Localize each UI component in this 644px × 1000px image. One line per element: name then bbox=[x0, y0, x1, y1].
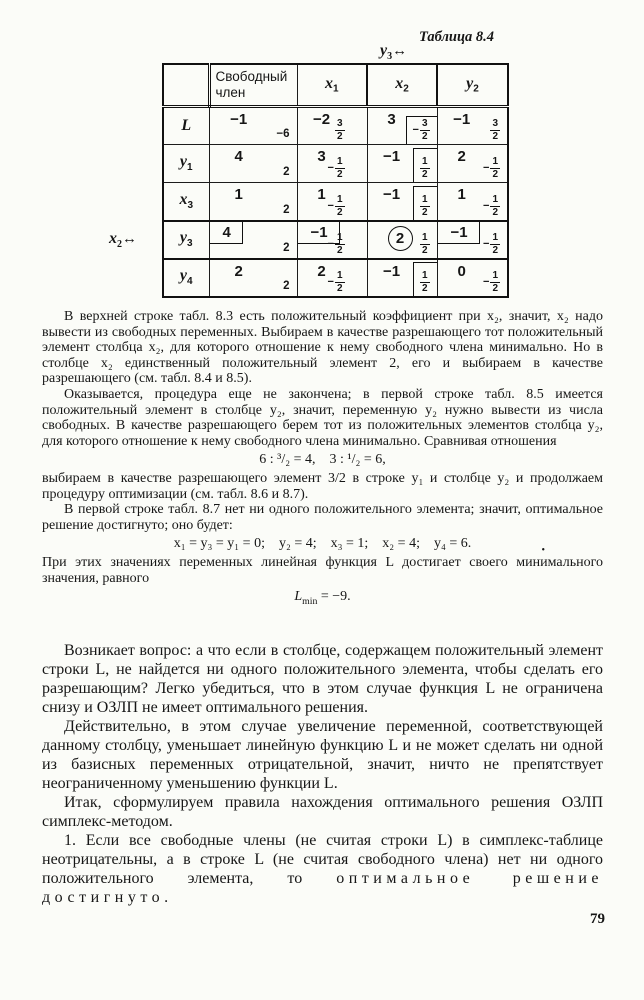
sub-value: − $\frac{1}{2}$ bbox=[483, 193, 498, 218]
variable-x2: $x_2$ bbox=[109, 230, 122, 250]
table-body bbox=[163, 107, 508, 297]
pivot-element-circle: 2 bbox=[388, 226, 413, 251]
sub-value: − $\frac{1}{2}$ bbox=[483, 269, 498, 294]
table-cell bbox=[367, 145, 437, 183]
main-value: 3 bbox=[317, 148, 326, 165]
main-value: 4 bbox=[234, 148, 243, 165]
table-cell bbox=[297, 183, 367, 221]
col-header: $y_2$ bbox=[437, 64, 508, 107]
table-cell bbox=[367, 107, 437, 145]
table-cell bbox=[437, 183, 508, 221]
table-cell bbox=[437, 145, 508, 183]
table-cell bbox=[437, 259, 508, 297]
sub-value: 2 bbox=[283, 279, 290, 292]
sub-value: 2 bbox=[283, 203, 290, 216]
sub-value: $\frac{3}{2}$ bbox=[336, 118, 343, 142]
sub-value: − $\frac{1}{2}$ bbox=[483, 156, 498, 180]
simplex-table bbox=[162, 63, 509, 298]
boxed-sub-value: $\frac{1}{2}$ bbox=[413, 148, 437, 182]
rule-text: 1. Если все свободные члены (не считая строки L) в симплекс-таблице неотрицательны, а в строке L (не считая свободного члена) нет ни одного положительного элемента, то bbox=[42, 832, 603, 887]
page-number: 79 bbox=[590, 911, 605, 927]
variable-y3: $y_3$ bbox=[380, 42, 393, 62]
main-value: −1 bbox=[230, 111, 248, 128]
col-header bbox=[163, 64, 209, 107]
boxed-main-value: 4 bbox=[210, 222, 243, 244]
sub-value: − $\frac{1}{2}$ bbox=[327, 193, 343, 218]
table-cell bbox=[209, 259, 297, 297]
double-arrow-icon: ↔ bbox=[392, 43, 407, 59]
table-row bbox=[163, 183, 508, 221]
main-value: −1 bbox=[453, 111, 471, 128]
boxed-main-value: −1 bbox=[438, 222, 480, 244]
sub-value: 2 bbox=[283, 241, 290, 254]
main-value: 1 bbox=[317, 186, 326, 203]
col-header: $x_1$ bbox=[297, 64, 367, 107]
col-header: Свободный член bbox=[209, 64, 297, 107]
formula-lmin-base: L bbox=[294, 589, 303, 605]
formula-solution-text: x₁ = y₃ = y₁ = 0; y₂ = 4; x₃ = 1; x₂ = 4; y₄ = 6. bbox=[173, 536, 472, 552]
paragraph: В верхней строке табл. 8.3 есть положительный коэффициент при x₂, значит, x₂ надо вывести из свободных переменных. Выбираем в качестве разрешающего тот положительный элемент столбца x₂, для которого отношение к нему свободного члена минимально. Но в столбце x₂ единственный положительный элемент 2, его и выбираем в качестве разрешающего (см. табл. 8.4 и 8.5). bbox=[42, 309, 603, 387]
table-cell bbox=[367, 221, 437, 259]
main-value: −2 bbox=[312, 111, 331, 128]
table-caption: Таблица 8.4 bbox=[419, 29, 495, 45]
table-row bbox=[163, 145, 508, 183]
main-value: −1 bbox=[382, 148, 401, 165]
table-cell bbox=[297, 107, 367, 145]
table-header-row bbox=[163, 64, 508, 107]
paragraph: выбираем в качестве разрешающего элемент 3/2 в строке y₁ и столбце y₂ и продолжаем процедуру оптимизации (см. табл. 8.6 и 8.7). bbox=[42, 470, 603, 502]
main-value: 2 bbox=[317, 262, 326, 280]
boxed-sub-value: $\frac{1}{2}$ bbox=[413, 186, 437, 220]
boxed-main-value: −1 bbox=[298, 222, 340, 244]
row-label: $x_3$ bbox=[163, 183, 209, 221]
formula-lmin-rest: = −9. bbox=[317, 589, 351, 605]
formula-solution bbox=[42, 536, 603, 556]
row-label: $y_1$ bbox=[163, 145, 209, 183]
table-cell bbox=[209, 183, 297, 221]
table-cell bbox=[437, 107, 508, 145]
formula-lmin-sub: min bbox=[302, 595, 318, 607]
paragraph: Действительно, в этом случае увеличение переменной, соответствующей данному столбцу, уменьшает линейную функцию L и не может сделать ни одной из базисных переменных отрицательной, значит, ничто не препятствует неограниченному уменьшению функции L. bbox=[42, 718, 603, 792]
formula-lmin bbox=[42, 589, 603, 609]
table-cell bbox=[209, 145, 297, 183]
text-block-small bbox=[42, 309, 603, 612]
main-value: 3 bbox=[387, 111, 396, 128]
sub-value: $\frac{1}{2}$ bbox=[421, 231, 428, 256]
boxed-sub-value: $\frac{1}{2}$ bbox=[413, 262, 437, 296]
sub-value: − $\frac{1}{2}$ bbox=[483, 231, 498, 256]
table-cell bbox=[209, 107, 297, 145]
pivot-column-marker bbox=[380, 42, 406, 62]
rule-emphasis: оптимальное решение достигнуто. bbox=[42, 870, 603, 906]
table-row bbox=[163, 221, 508, 259]
table-cell bbox=[297, 221, 367, 259]
sub-value: 2 bbox=[283, 166, 290, 178]
row-label: $y_4$ bbox=[163, 259, 209, 297]
paragraph: При этих значениях переменных линейная функция L достигает своего минимального значения, равного bbox=[42, 554, 603, 586]
col-header: $x_2$ bbox=[367, 64, 437, 107]
sub-value: − $\frac{1}{2}$ bbox=[327, 156, 343, 180]
table-cell bbox=[297, 145, 367, 183]
paragraph-rule-1 bbox=[42, 831, 603, 907]
table-row bbox=[163, 259, 508, 297]
formula-ratios: 6 : ³/₂ = 4, 3 : ¹/₂ = 6, bbox=[259, 452, 386, 468]
sub-value: −6 bbox=[276, 128, 290, 140]
main-value: 2 bbox=[234, 262, 243, 280]
main-value: 1 bbox=[234, 186, 243, 203]
pivot-row-marker bbox=[109, 230, 136, 250]
row-label: L bbox=[163, 107, 209, 145]
table-cell bbox=[437, 221, 508, 259]
main-value: −1 bbox=[382, 262, 401, 280]
table-row bbox=[163, 107, 508, 145]
table-cell bbox=[367, 183, 437, 221]
paragraph: Итак, сформулируем правила нахождения оптимального решения ОЗЛП симплекс-методом. bbox=[42, 794, 603, 830]
row-label: $y_3$ bbox=[163, 221, 209, 259]
paragraph: Оказывается, процедура еще не закончена; в первой строке табл. 8.5 имеется положительный элемент в столбце y₂, значит, переменную y₂ нужно вывести из числа свободных. В качестве разрешающего берем тот из положительных элементов столбца y₂, для которого отношение к нему свободного члена минимально. Сравнивая отношения bbox=[42, 386, 603, 449]
table-cell bbox=[209, 221, 297, 259]
double-arrow-icon: ↔ bbox=[122, 231, 136, 247]
paragraph: Возникает вопрос: а что если в столбце, содержащем положительный элемент строки L, не найдется ни одного положительного элемента, чтобы сделать его разрешающим? Легко убедиться, что в этом случае функция L не ограничена снизу и ОЗЛП не имеет оптимального решения. bbox=[42, 642, 603, 716]
main-value: 2 bbox=[457, 148, 466, 165]
main-value: 1 bbox=[457, 186, 466, 203]
sub-value: − $\frac{1}{2}$ bbox=[327, 269, 343, 294]
table-cell bbox=[297, 259, 367, 297]
sub-value: − $\frac{1}{2}$ bbox=[327, 231, 343, 256]
table-cell bbox=[367, 259, 437, 297]
bullet-icon: • bbox=[541, 544, 545, 556]
boxed-sub-value: − $\frac{3}{2}$ bbox=[406, 116, 437, 144]
paragraph: В первой строке табл. 8.7 нет ни одного положительного элемента; значит, оптимальное решение достигнуто; оно будет: bbox=[42, 502, 603, 533]
main-value: −1 bbox=[382, 186, 401, 203]
main-value: 0 bbox=[457, 262, 466, 280]
text-block-large bbox=[42, 641, 603, 907]
sub-value: $\frac{3}{2}$ bbox=[492, 118, 498, 142]
